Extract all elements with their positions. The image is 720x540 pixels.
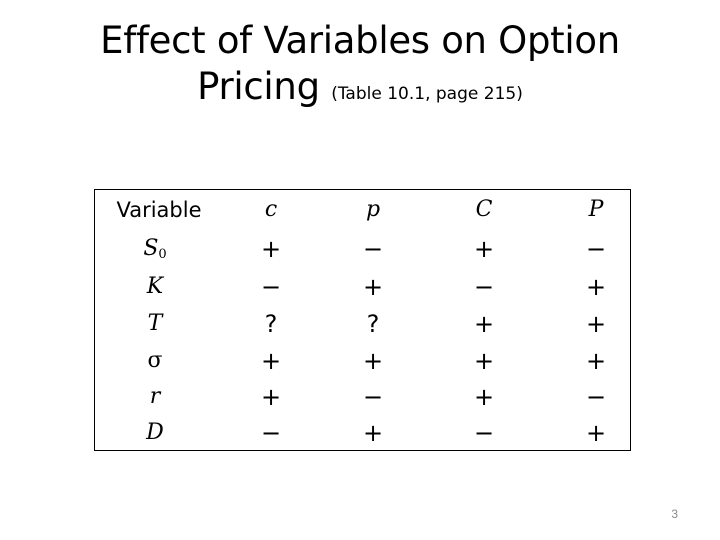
header-european-put: p bbox=[365, 197, 381, 222]
sign-cell: − bbox=[362, 235, 384, 263]
title-pricing: Pricing bbox=[197, 65, 320, 108]
title-line-2 bbox=[0, 64, 720, 117]
sign-cell: ? bbox=[264, 310, 278, 338]
variable-subscript: 0 bbox=[158, 247, 167, 262]
sign-cell: + bbox=[362, 273, 384, 301]
header-variable: Variable bbox=[116, 198, 202, 222]
sign-cell: − bbox=[473, 273, 495, 301]
sign-cell: + bbox=[585, 310, 607, 338]
variable-cell bbox=[99, 231, 211, 267]
title-table-reference: (Table 10.1, page 215) bbox=[331, 84, 523, 104]
sign-cell: + bbox=[473, 310, 495, 338]
sign-cell: − bbox=[260, 419, 282, 447]
variable-volatility: σ bbox=[147, 348, 163, 373]
sign-cell: + bbox=[585, 347, 607, 375]
header-american-put: P bbox=[588, 197, 604, 222]
table-header-row bbox=[95, 192, 630, 228]
sign-cell: − bbox=[362, 383, 384, 411]
sign-cell: + bbox=[260, 235, 282, 263]
page-number: 3 bbox=[671, 507, 678, 521]
sign-cell: ? bbox=[366, 310, 380, 338]
slide-title bbox=[0, 18, 720, 117]
sign-cell: + bbox=[260, 383, 282, 411]
sign-cell: + bbox=[473, 235, 495, 263]
sign-cell: + bbox=[260, 347, 282, 375]
table-row bbox=[95, 231, 630, 267]
table-row bbox=[95, 306, 630, 342]
sign-cell: − bbox=[473, 419, 495, 447]
variable-interest-rate: r bbox=[149, 384, 161, 409]
title-line-1: Effect of Variables on Option bbox=[100, 19, 620, 62]
variable-strike-price: K bbox=[146, 274, 164, 299]
sign-cell: − bbox=[260, 273, 282, 301]
table-row bbox=[95, 269, 630, 305]
sign-cell: + bbox=[473, 383, 495, 411]
variable-stock-price: S bbox=[143, 236, 159, 261]
variable-dividends: D bbox=[146, 420, 164, 445]
table-row bbox=[95, 379, 630, 415]
sign-cell: + bbox=[362, 419, 384, 447]
sign-cell: + bbox=[362, 347, 384, 375]
sign-cell: − bbox=[585, 235, 607, 263]
header-european-call: c bbox=[264, 197, 278, 222]
variable-time-to-expiry: T bbox=[147, 311, 163, 336]
option-effects-table bbox=[94, 189, 631, 451]
sign-cell: + bbox=[585, 419, 607, 447]
table-row bbox=[95, 343, 630, 379]
sign-cell: + bbox=[585, 273, 607, 301]
sign-cell: − bbox=[585, 383, 607, 411]
table-row bbox=[95, 415, 630, 451]
header-american-call: C bbox=[475, 197, 493, 222]
sign-cell: + bbox=[473, 347, 495, 375]
